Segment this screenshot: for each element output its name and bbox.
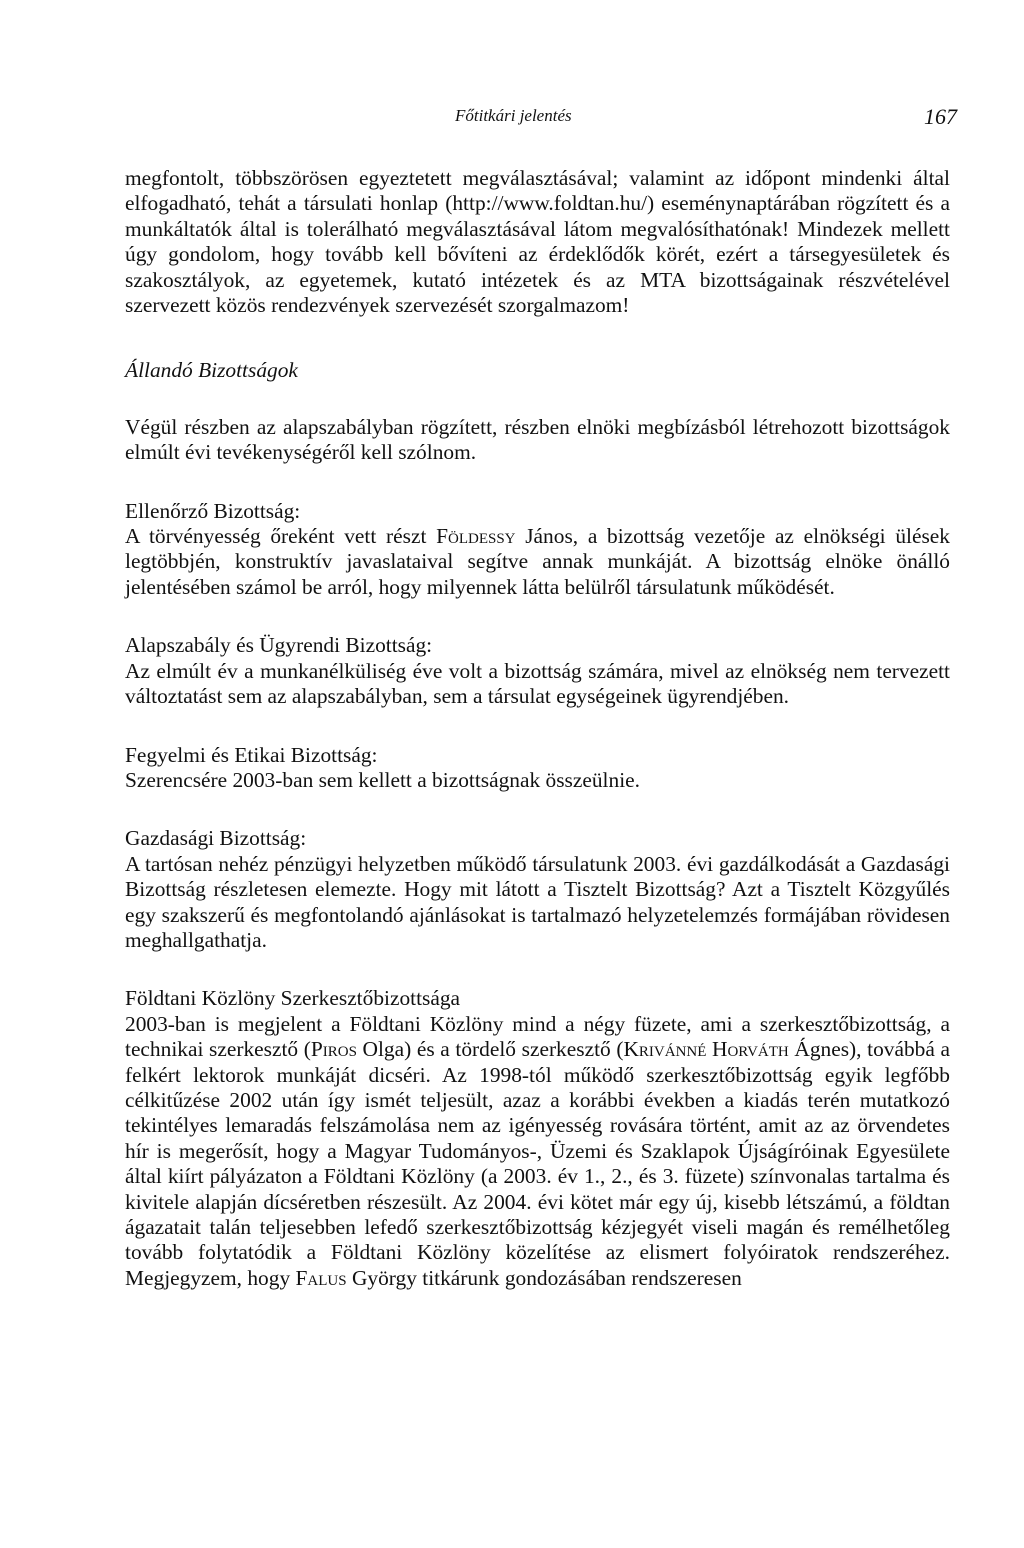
alapszabaly-heading: Alapszabály és Ügyrendi Bizottság: <box>125 633 433 658</box>
kozlony-text-d: György titkárunk gondozásában rendszeresen <box>351 1265 742 1290</box>
kozlony-text-b: Olga) és a tördelő szerkesztő ( <box>356 1037 624 1062</box>
page-header <box>125 104 957 132</box>
intro-paragraph: megfontolt, többszörösen egyeztetett megválasztásával; valamint az időpont mindenki által elfogadható, tehát a társulati honlap (http://www.foldtan.hu/) eseménynaptárában rögzített és a munkáltatók által is tolerálható megválasztásával látom megvalósíthatónak! Mindezek mellett úgy gondolom, hogy tovább kell bővíteni az érdeklődők körét, ezért a társegyesületek és szakosztályok, az egyetemek, kutató intézetek és az MTA bizottságainak részvételével szervezett közös rendezvények szervezését szorgalmazom! <box>125 166 950 318</box>
alapszabaly-paragraph: Az elmúlt év a munkanélküliség éve volt a bizottság számára, mivel az elnökség nem tervezett változtatást sem az alapszabályban, sem a társulat egységeinek ügyrendjében. <box>125 658 950 709</box>
kozlony-text-c: Ágnes), továbbá a felkért lektorok munkáját dicséri. Az 1998-tól működő szerkesztőbizottság egyik legfőbb célkitűzése 2002 után így ismét teljesült, azaz a korábbi években a kiadás terén mutatkozó tekintélyes lemaradás felszámolása nem az igényesség rovására történt, amit az az örvendetes hír is megerősít, hogy a Magyar Tudományos-, Üzemi és Szaklapok Újságíróinak Egyesülete által kiírt pályázaton a Földtani Közlöny (a 2003. év 1., 2., és 3. füzete) színvonalas tartalma és kivitele alapján dícséretben részesült. Az 2004. évi kötet már egy új, kisebb létszámú, a földtan ágazatait talán teljesebben lefedő szerkesztőbizottság kézjegyét viseli magán és remélhetőleg tovább folytatódik a Földtani Közlöny közelítése az elismert folyóiratok rendszeréhez. Megjegyzem, hogy <box>125 1037 950 1290</box>
person-name: Piros <box>310 1037 357 1062</box>
fegyelmi-heading: Fegyelmi és Etikai Bizottság: <box>125 742 378 767</box>
ellenorzo-paragraph <box>125 524 950 600</box>
section-title: Állandó Bizottságok <box>125 358 298 383</box>
kozlony-paragraph <box>125 1012 950 1291</box>
gazdasagi-paragraph: A tartósan nehéz pénzügyi helyzetben működő társulatunk 2003. évi gazdálkodását a Gazdasági Bizottság részletesen elemezte. Hogy mit látott a Tisztelt Bizottság? Azt a Tisztelt Közgyűlés egy szakszerű és megfontolandó ajánlásokat is tartalmazó helyzetelemzés formájában rövidesen meghallgathatja. <box>125 851 950 952</box>
kozlony-text-a: 2003-ban is megjelent a Földtani Közlöny mind a négy füzete, ami a szerkesztőbizottság, a technikai szerkesztő ( <box>125 1011 950 1062</box>
person-name: Krivánné Horváth <box>623 1037 789 1062</box>
kozlony-heading: Földtani Közlöny Szerkesztőbizottsága <box>125 986 461 1011</box>
ellenorzo-heading: Ellenőrző Bizottság: <box>125 498 301 523</box>
section-intro-paragraph: Végül részben az alapszabályban rögzített, részben elnöki megbízásból létrehozott bizottságok elmúlt évi tevékenységéről kell szólnom. <box>125 414 950 465</box>
page-number: 167 <box>924 104 957 129</box>
ellenorzo-text-a: A törvényesség őreként vett részt <box>125 524 427 549</box>
fegyelmi-paragraph: Szerencsére 2003-ban sem kellett a bizottságnak összeülnie. <box>125 767 640 792</box>
page-body <box>125 166 950 1291</box>
person-name: Falus <box>295 1265 347 1290</box>
ellenorzo-text-b: János, a bizottság vezetője az elnökségi ülések legtöbbjén, konstruktív javaslataival segítve annak munkáját. A bizottság elnöke önálló jelentésében számol be arról, hogy milyennek látta belülről társulatunk működését. <box>125 524 950 599</box>
running-title: Főtitkári jelentés <box>455 106 572 125</box>
gazdasagi-heading: Gazdasági Bizottság: <box>125 826 307 851</box>
person-name: Földessy <box>436 524 516 549</box>
